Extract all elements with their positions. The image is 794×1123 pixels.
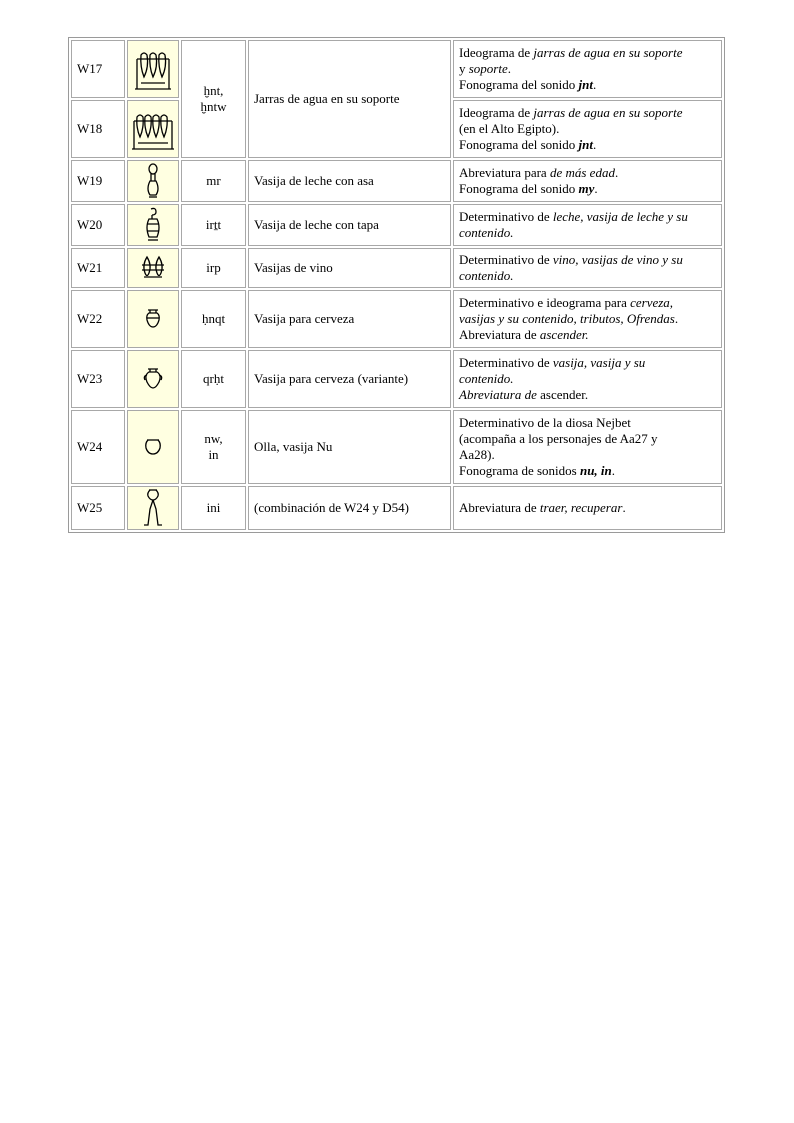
description-text: . [674,311,679,326]
description-line [459,387,717,403]
transliteration-line: ḫnt, [203,83,224,98]
sign-meaning: Vasija para cerveza (variante) [248,350,451,408]
sign-code: W17 [71,40,125,98]
description-text: Aa28). [459,447,495,462]
description-text: contenido. [459,225,514,240]
sign-table [68,37,725,533]
sign-description [453,100,722,158]
sign-meaning: Vasija de leche con asa [248,160,451,202]
description-line [459,311,717,327]
description-line [459,61,717,77]
description-text: . [614,165,619,180]
table-row [71,290,722,348]
sign-description [453,486,722,530]
table-row [71,350,722,408]
description-text: Abreviatura para [459,165,550,180]
description-line [459,137,717,153]
transliteration-line: qrḥt [203,371,224,386]
description-text: . [611,463,616,478]
description-text: Abreviatura de [459,327,540,342]
description-text: Determinativo de [459,252,553,267]
description-text: Determinativo de [459,209,553,224]
description-line [459,463,717,479]
description-text: contenido. [459,268,514,283]
description-text: my [578,181,595,196]
description-line [459,121,717,137]
transliteration [181,160,246,202]
description-line [459,431,717,447]
description-text: soporte [468,61,508,76]
transliteration-line: irp [206,260,221,275]
description-text: nu, in [579,463,612,478]
description-text: Ideograma de [459,105,534,120]
transliteration-line: ini [206,500,221,515]
description-text: jarras de agua en su soporte [533,45,683,60]
sign-meaning: Olla, vasija Nu [248,410,451,484]
beer-jug-icon [127,290,179,348]
transliteration [181,248,246,288]
description-text: . [622,500,626,515]
description-text: vino, vasijas de vino y su [552,252,683,267]
description-line [459,355,717,371]
sign-description [453,204,722,246]
description-line [459,45,717,61]
description-text: Fonograma del sonido [459,77,579,92]
transliteration-line: nw, [204,431,223,446]
description-line [459,415,717,431]
transliteration [181,486,246,530]
description-line [459,268,717,284]
milk-jug-with-cover-icon [127,204,179,246]
description-text: . [592,77,597,92]
bowl-pot-icon [127,410,179,484]
description-text: . [594,181,598,196]
description-text: Determinativo de la diosa Nejbet [459,415,631,430]
transliteration [181,350,246,408]
table-row [71,248,722,288]
description-text: Ideograma de [459,45,534,60]
transliteration-line: ḥnqt [201,311,226,326]
description-text: Determinativo de [459,355,553,370]
sign-description [453,290,722,348]
sign-code: W20 [71,204,125,246]
description-text: jnt [578,77,593,92]
sign-code: W21 [71,248,125,288]
sign-code: W22 [71,290,125,348]
description-line [459,295,717,311]
transliteration [181,290,246,348]
four-water-jars-in-rack-icon [127,100,179,158]
pot-with-walking-legs-icon [127,486,179,530]
description-text: ascender. [539,327,589,342]
transliteration [181,410,246,484]
milk-jug-with-handle-icon [127,160,179,202]
description-line [459,327,717,343]
table-row [71,486,722,530]
description-line [459,77,717,93]
description-text: jarras de agua en su soporte [533,105,683,120]
sign-meaning: Vasija para cerveza [248,290,451,348]
hieroglyph-sign-list [68,37,725,533]
description-text: . [507,61,511,76]
three-water-jars-in-rack-icon [127,40,179,98]
table-row [71,204,722,246]
transliteration-line: in [208,447,219,462]
transliteration [181,204,246,246]
table-row [71,40,722,98]
sign-code: W18 [71,100,125,158]
description-text: Determinativo e ideograma para [459,295,631,310]
description-line [459,371,717,387]
description-text: y [459,61,469,76]
sign-code: W25 [71,486,125,530]
description-text: (en el Alto Egipto). [459,121,560,136]
sign-code: W24 [71,410,125,484]
sign-description [453,350,722,408]
description-text: traer, recuperar [539,500,623,515]
wine-jars-icon [127,248,179,288]
description-text: contenido. [459,371,514,386]
description-text: Fonograma de sonidos [459,463,580,478]
description-line [459,447,717,463]
table-row [71,410,722,484]
description-text: Fonograma del sonido [459,181,579,196]
sign-meaning: (combinación de W24 y D54) [248,486,451,530]
description-text: leche, vasija de leche y su [552,209,688,224]
sign-description [453,160,722,202]
transliteration-line: mr [206,173,221,188]
description-text: Abreviatura de [459,500,540,515]
sign-code: W23 [71,350,125,408]
sign-meaning: Vasija de leche con tapa [248,204,451,246]
sign-description [453,248,722,288]
transliteration-line: ḫntw [200,99,227,114]
description-text: jnt [578,137,593,152]
description-text: . [592,137,597,152]
sign-meaning: Jarras de agua en su soporte [248,40,451,158]
description-line [459,225,717,241]
description-text: ascender. [540,387,589,402]
description-text: Abreviatura de [459,387,541,402]
description-line [459,209,717,225]
beer-jug-with-handles-icon [127,350,179,408]
transliteration [181,40,246,158]
description-text: cerveza, [630,295,674,310]
description-line [459,165,717,181]
sign-meaning: Vasijas de vino [248,248,451,288]
description-text: vasija, vasija y su [552,355,646,370]
description-text: vasijas y su contenido, tributos, Ofrendas [459,311,675,326]
transliteration-line: irṯt [205,217,222,232]
sign-description [453,40,722,98]
description-line [459,181,717,197]
description-line [459,500,717,516]
description-text: de más edad [549,165,615,180]
description-text: Fonograma del sonido [459,137,579,152]
description-line [459,105,717,121]
sign-description [453,410,722,484]
table-row [71,160,722,202]
sign-code: W19 [71,160,125,202]
description-line [459,252,717,268]
description-text: (acompaña a los personajes de Aa27 y [459,431,658,446]
